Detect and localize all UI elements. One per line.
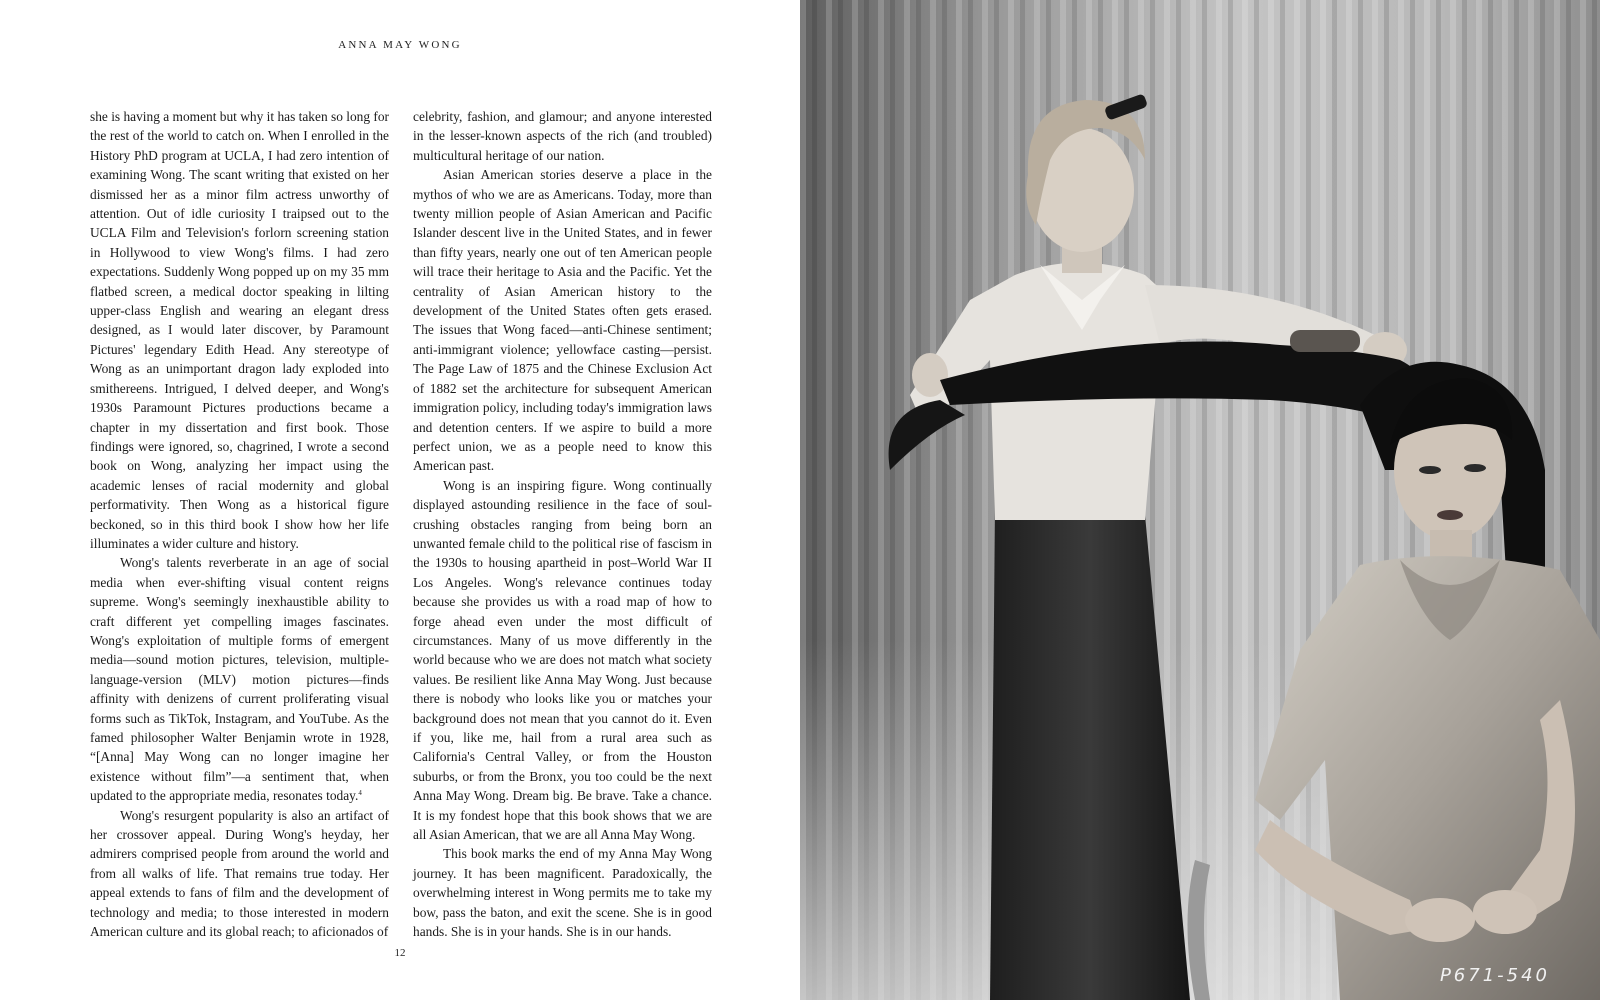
right-column	[413, 107, 712, 941]
page-number: 12	[394, 947, 406, 959]
left-column	[90, 107, 389, 941]
paragraph: she is having a moment but why it has taken so long for the rest of the world to catch on. When I enrolled in the History PhD program at UCLA, I had zero intention of examining Wong. The scant writing that existed on her dismissed her as a minor film actress unworthy of attention. Out of idle curiosity I traipsed out to the UCLA Film and Television's forlorn screening station in Hollywood to view Wong's films. I had zero expectations. Suddenly Wong popped up on my 35 mm flatbed screen, a medical doctor speaking in lilting upper-class English and wearing an elegant dress designed, as I would later discover, by Paramount Pictures' legendary Edith Head. Any stereotype of Wong as an unimportant dragon lady exploded into smithereens. Intrigued, I delved deeper, and Wong's 1930s Paramount Pictures productions became a chapter in my dissertation and first book. Those findings were ignored, so, chagrined, I wrote a second book on Wong, analyzing her impact using the academic lenses of racial modernity and global performativity. Then Wong as a historical figure beckoned, so in this third book I show how her life illuminates a wider culture and history.	[90, 109, 390, 551]
paragraph: Asian American stories deserve a place in the mythos of who we are as Americans. Today, more than twenty million people of Asian American and Pacific Islander descent live in the United States, and in fewer than fifty years, nearly one out of ten American people will trace their heritage to Asia and the Pacific. Yet the centrality of Asian American history to the development of the United States often gets erased. The issues that Wong faced—anti-Chinese sentiment; anti-immigrant violence; yellowface casting—persist. The Page Law of 1875 and the Chinese Exclusion Act of 1882 set the architecture for subsequent American immigration policy, including today's immigration laws and detention centers. If we aspire to build a more perfect union, we as a people need to know this American past.	[413, 167, 712, 474]
paragraph-text: Wong's talents reverberate in an age of social media when ever-shifting visual content reigns supreme. Wong's seemingly inexhaustible ability to craft different yet compelling images fascinates. Wong's exploitation of multiple forms of emergent media—sound motion pictures, television, multiple-language-version (MLV) motion pictures—finds affinity with denizens of current proliferating visual forms such as TikTok, Instagram, and YouTube. As the famed philosopher Walter Benjamin wrote in 1928, “[Anna] May Wong can no longer imagine her existence without film”—a sentiment that, when updated to the appropriate media, resonates today.	[90, 555, 389, 804]
paragraph: celebrity, fashion, and glamour; and anyone interested in the lesser-known aspects of the rich (and troubled) multicultural heritage of our nation.	[413, 109, 712, 163]
text-columns	[90, 107, 712, 941]
paragraph	[90, 553, 389, 805]
paragraph: This book marks the end of my Anna May Wong journey. It has been magnificent. Paradoxically, the overwhelming interest in Wong permits me to take my bow, pass the baton, and exit the scene. She is in good hands. She is in your hands. She is in our hands.	[413, 846, 712, 940]
paragraph: Wong's resurgent popularity is also an artifact of her crossover appeal. During Wong's heyday, her admirers comprised people from around the world and from all walks of life. That remains true today. Her appeal extends to fans of film and the development of technology and media; to those interested in modern American culture and its global reach; to aficionados of	[90, 807, 389, 940]
paragraph: Wong is an inspiring figure. Wong continually displayed astounding resilience in the face of soul-crushing obstacles ranging from being born an unwanted female child to the political rise of fascism in the 1930s to housing apartheid in post–World War II Los Angeles. Wong's relevance continues today because she provides us with a road map of how to forge ahead even under the most difficult of circumstances. Many of us move differently in the world because who we are does not match what society values. Be resilient like Anna May Wong. Just because there is nobody who looks like you or matches your background does not mean that you cannot do it. Even if you, like me, hail from a rural area such as California's Central Valley, or from the Houston suburbs, or from the Bronx, you too could be the next Anna May Wong. Dream big. Be brave. Take a chance. It is my fondest hope that this book shows that we are all Asian American, that we are all Anna May Wong.	[413, 477, 712, 843]
plate-code: P671-540	[1439, 965, 1550, 986]
hair-brush	[1290, 330, 1360, 352]
footnote-ref: 4	[358, 789, 362, 798]
photo-illustration	[800, 0, 1600, 1000]
running-head: ANNA MAY WONG	[338, 39, 462, 51]
photograph	[800, 0, 1600, 1000]
